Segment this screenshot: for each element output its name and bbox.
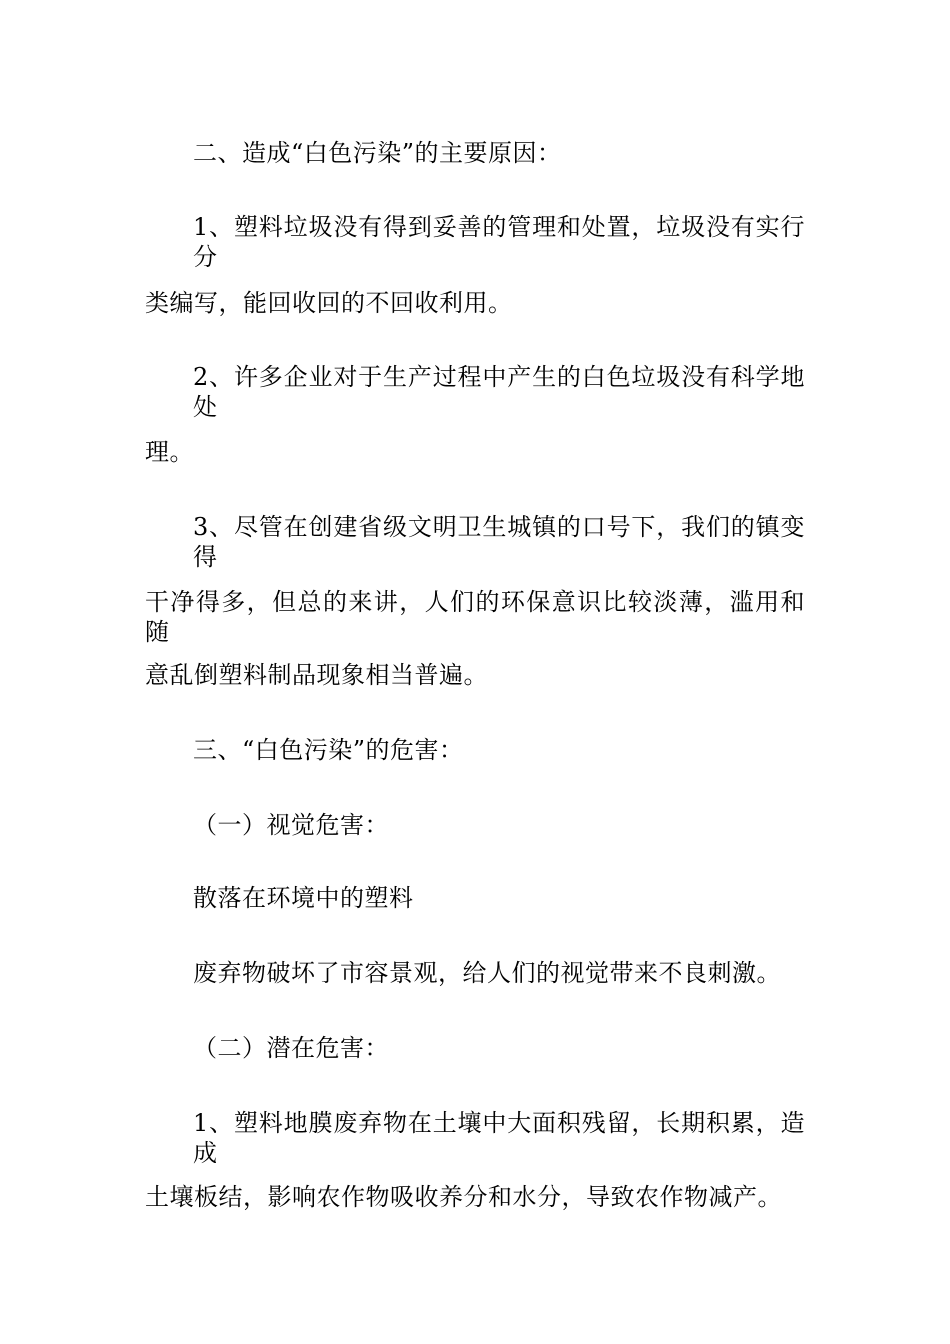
paragraph-line: 理。 bbox=[145, 438, 194, 466]
paragraph-line: 散落在环境中的塑料 bbox=[193, 884, 414, 912]
paragraph-line: 干净得多，但总的来讲，人们的环保意识比较淡薄，滥用和随 bbox=[145, 588, 805, 646]
paragraph-line: 土壤板结，影响农作物吸收养分和水分，导致农作物减产。 bbox=[145, 1183, 782, 1211]
paragraph-line: 类编写，能回收回的不回收利用。 bbox=[145, 289, 513, 317]
paragraph-line: 1、塑料垃圾没有得到妥善的管理和处置，垃圾没有实行分 bbox=[193, 213, 805, 271]
paragraph-line: 2、许多企业对于生产过程中产生的白色垃圾没有科学地处 bbox=[193, 363, 805, 421]
paragraph-line: 意乱倒塑料制品现象相当普遍。 bbox=[145, 661, 488, 689]
paragraph-line: 3、尽管在创建省级文明卫生城镇的口号下，我们的镇变得 bbox=[193, 513, 805, 571]
paragraph-line: 1、塑料地膜废弃物在土壤中大面积残留，长期积累，造成 bbox=[193, 1109, 805, 1167]
section-heading-causes: 二、造成“白色污染”的主要原因： bbox=[193, 139, 562, 167]
subsection-heading-visual: （一）视觉危害： bbox=[193, 811, 389, 839]
subsection-heading-potential: （二）潜在危害： bbox=[193, 1034, 389, 1062]
section-heading-harms: 三、“白色污染”的危害： bbox=[193, 736, 464, 764]
paragraph-line: 废弃物破坏了市容景观，给人们的视觉带来不良刺激。 bbox=[193, 959, 781, 987]
